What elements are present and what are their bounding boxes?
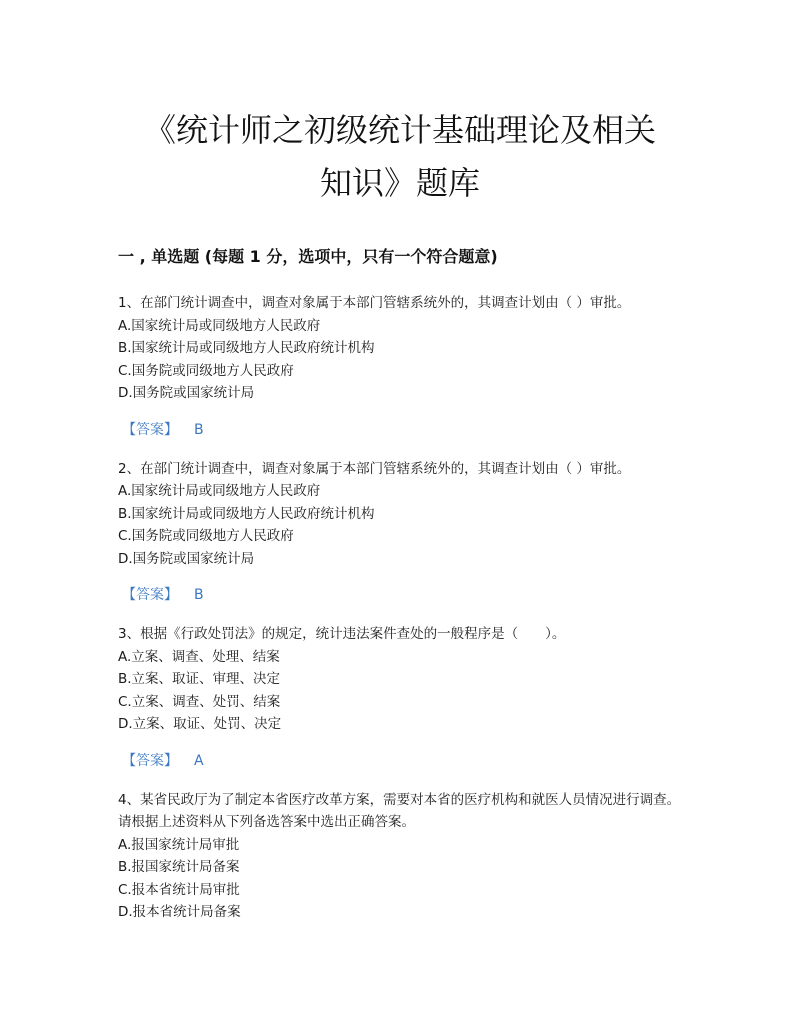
question-text: 1、在部门统计调查中，调查对象属于本部门管辖系统外的，其调查计划由（ ）审批。: [118, 295, 631, 311]
option-c: C.国务院或同级地方人民政府: [118, 528, 294, 544]
option-a: A.国家统计局或同级地方人民政府: [118, 317, 321, 334]
question-list: [118, 292, 688, 924]
option-d: D.立案、取证、处罚、决定: [118, 716, 282, 732]
document-title: [100, 104, 700, 210]
question-text: 2、在部门统计调查中，调查对象属于本部门管辖系统外的，其调查计划由（ ）审批。: [118, 460, 631, 477]
answer-line: [122, 419, 688, 441]
answer-label: 【答案】: [122, 752, 178, 769]
option-d: D.国务院或国家统计局: [118, 550, 255, 567]
option-c: C.报本省统计局审批: [118, 881, 240, 898]
section-heading: 一 , 单选题 (每题 1 分，选项中，只有一个符合题意): [118, 247, 498, 266]
question-text: 3、根据《行政处罚法》的规定，统计违法案件查处的一般程序是（ ）。: [118, 626, 566, 642]
question-1: [118, 292, 688, 441]
option-b: B.国家统计局或同级地方人民政府统计机构: [118, 505, 375, 522]
option-c: C.国务院或同级地方人民政府: [118, 362, 294, 379]
title-line-1: 《统计师之初级统计基础理论及相关: [143, 111, 656, 149]
answer-value: B: [194, 587, 204, 603]
question-text: 4、某省民政厅为了制定本省医疗改革方案，需要对本省的医疗机构和就医人员情况进行调查。请根据上述资料从下列备选答案中选出正确答案。: [118, 791, 681, 830]
answer-value: A: [194, 752, 204, 769]
answer-label: 【答案】: [122, 587, 178, 603]
option-a: A.国家统计局或同级地方人民政府: [118, 483, 321, 499]
option-a: A.立案、调查、处理、结案: [118, 648, 280, 665]
question-2: [118, 458, 688, 607]
option-b: B.国家统计局或同级地方人民政府统计机构: [118, 340, 375, 356]
option-b: B.报国家统计局备案: [118, 859, 240, 875]
title-line-2: 知识》题库: [319, 164, 480, 202]
answer-line: [122, 750, 688, 772]
option-b: B.立案、取证、审理、决定: [118, 671, 281, 687]
option-d: D.报本省统计局备案: [118, 904, 241, 920]
answer-value: B: [194, 421, 204, 438]
option-c: C.立案、调查、处罚、结案: [118, 693, 281, 710]
option-a: A.报国家统计局审批: [118, 836, 240, 853]
option-d: D.国务院或国家统计局: [118, 385, 255, 401]
answer-line: [122, 584, 688, 606]
question-3: [118, 623, 688, 772]
question-4: [118, 789, 688, 924]
answer-label: 【答案】: [122, 421, 178, 438]
